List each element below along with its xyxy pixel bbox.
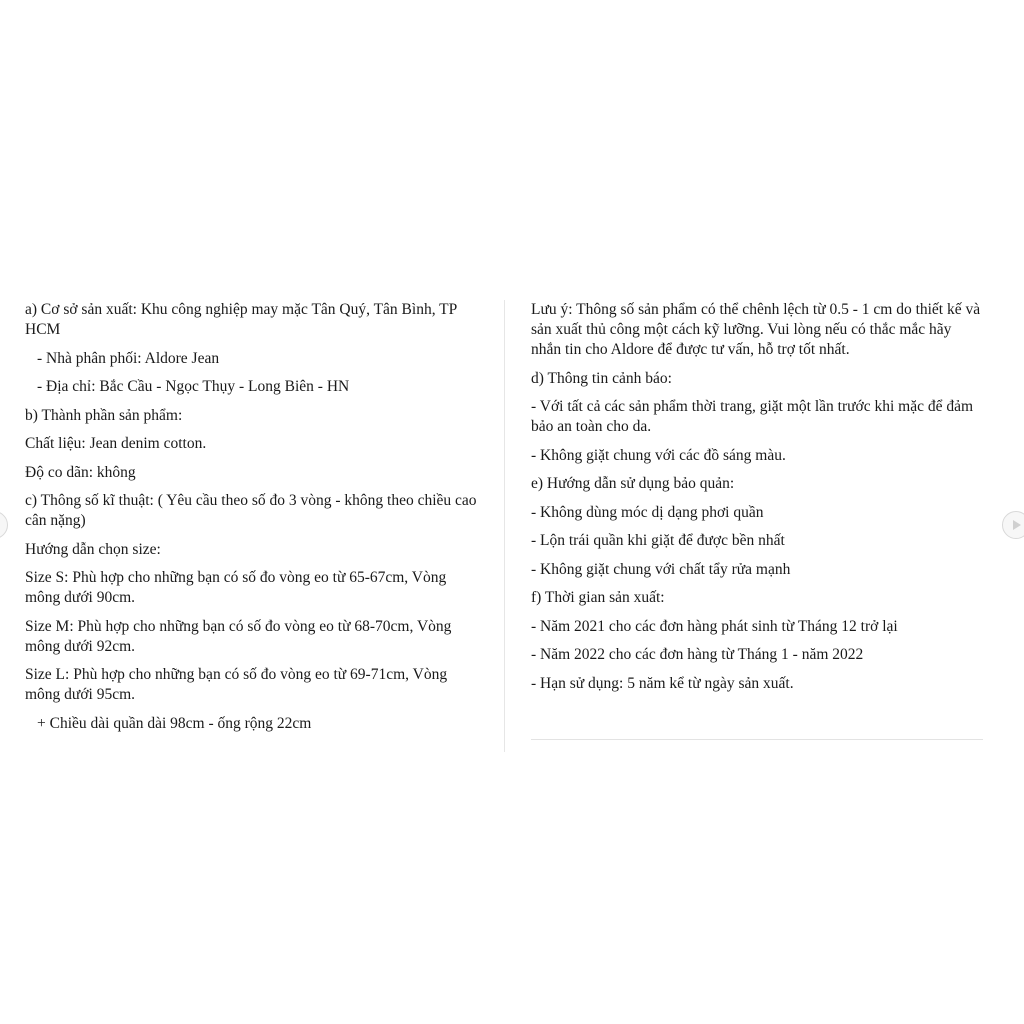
info-paragraph: - Lộn trái quần khi giặt để được bền nhất — [531, 532, 785, 549]
info-paragraph: - Năm 2021 cho các đơn hàng phát sinh từ Tháng 12 trở lại — [531, 617, 898, 635]
info-paragraph: - Không giặt chung với chất tẩy rửa mạnh — [531, 560, 791, 578]
info-paragraph: Size S: Phù hợp cho những bạn có số đo vòng eo từ 65-67cm, Vòng mông dưới 90cm. — [25, 569, 447, 606]
info-paragraph: - Không giặt chung với các đồ sáng màu. — [531, 446, 786, 464]
carousel-next-button[interactable] — [1002, 511, 1024, 539]
info-paragraph: Hướng dẫn chọn size: — [25, 540, 161, 558]
info-paragraph: - Địa chỉ: Bắc Cầu - Ngọc Thụy - Long Biên - HN — [37, 378, 350, 395]
info-paragraph: c) Thông số kĩ thuật: ( Yêu cầu theo số đo 3 vòng - không theo chiều cao cân nặng) — [25, 492, 477, 529]
info-paragraph: a) Cơ sở sản xuất: Khu công nghiệp may mặc Tân Quý, Tân Bình, TP HCM — [25, 301, 457, 338]
info-paragraph: + Chiều dài quần dài 98cm - ống rộng 22cm — [37, 714, 312, 732]
section-separator — [531, 739, 983, 740]
carousel-prev-button[interactable] — [0, 511, 8, 539]
product-info-right-column — [531, 300, 983, 702]
info-paragraph: Size M: Phù hợp cho những bạn có số đo vòng eo từ 68-70cm, Vòng mông dưới 92cm. — [25, 617, 452, 655]
info-paragraph: Size L: Phù hợp cho những bạn có số đo vòng eo từ 69-71cm, Vòng mông dưới 95cm. — [25, 666, 448, 703]
info-paragraph: d) Thông tin cảnh báo: — [531, 369, 672, 387]
info-paragraph: Lưu ý: Thông số sản phẩm có thể chênh lệch từ 0.5 - 1 cm do thiết kế và sản xuất thủ công một cách kỹ lưỡng. Vui lòng nếu có thắc mắc hãy nhắn tin cho Aldore để được tư vấn, hỗ trợ tốt nhất. — [531, 301, 981, 358]
faint-caption — [895, 746, 983, 752]
info-paragraph: b) Thành phần sản phẩm: — [25, 406, 183, 424]
info-paragraph: e) Hướng dẫn sử dụng bảo quản: — [531, 475, 735, 492]
info-paragraph: Độ co dãn: không — [25, 463, 136, 481]
info-paragraph: - Hạn sử dụng: 5 năm kể từ ngày sản xuất. — [531, 674, 794, 692]
column-divider — [504, 300, 505, 752]
chevron-right-icon — [1013, 520, 1021, 530]
info-paragraph: Chất liệu: Jean denim cotton. — [25, 435, 207, 452]
info-paragraph: f) Thời gian sản xuất: — [531, 589, 665, 606]
product-info-left-column — [25, 300, 480, 742]
info-paragraph: - Nhà phân phối: Aldore Jean — [37, 349, 220, 367]
info-paragraph: - Không dùng móc dị dạng phơi quần — [531, 503, 764, 521]
info-paragraph: - Với tất cả các sản phẩm thời trang, giặt một lần trước khi mặc để đảm bảo an toàn cho da. — [531, 398, 974, 435]
info-paragraph: - Năm 2022 cho các đơn hàng từ Tháng 1 - năm 2022 — [531, 646, 864, 663]
